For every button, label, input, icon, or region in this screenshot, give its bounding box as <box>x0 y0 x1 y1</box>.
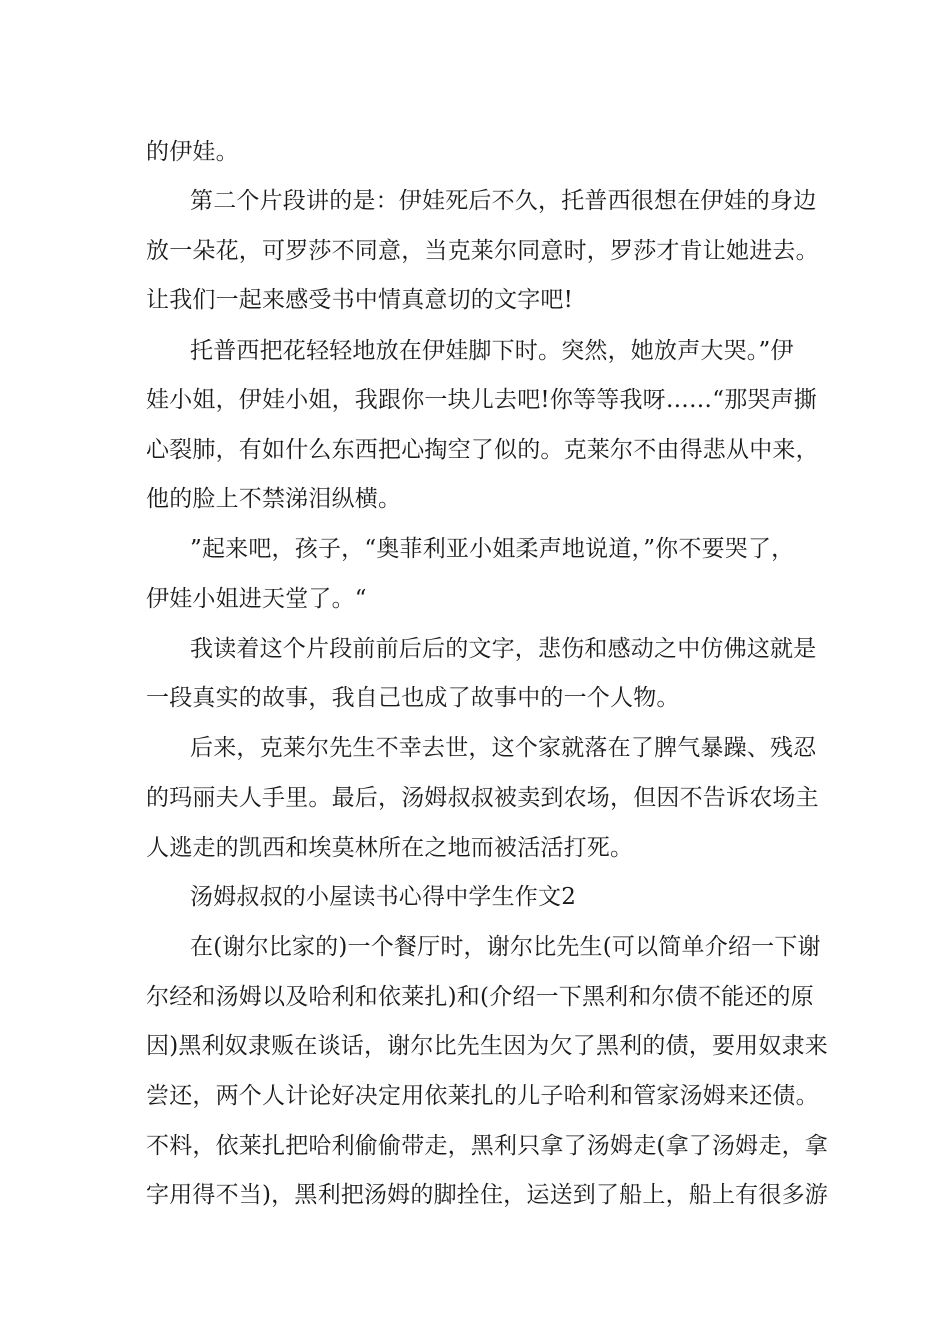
text-line: 字用得不当)，黑利把汤姆的脚拴住，运送到了船上，船上有很多游 <box>146 1182 828 1208</box>
text-line: 让我们一起来感受书中情真意切的文字吧! <box>146 287 574 313</box>
text-line: 尝还，两个人计论好决定用依莱扎的儿子哈利和管家汤姆来还债。 <box>146 1083 819 1109</box>
text-line: 不料，依莱扎把哈利偷偷带走，黑利只拿了汤姆走(拿了汤姆走，拿 <box>146 1133 828 1159</box>
text-line: 因)黑利奴隶贩在谈话，谢尔比先生因为欠了黑利的债，要用奴隶来 <box>146 1033 828 1059</box>
text-line: 心裂肺，有如什么东西把心掏空了似的。克莱尔不由得悲从中来， <box>146 437 819 463</box>
paragraph-first-line: 第二个片段讲的是：伊娃死后不久，托普西很想在伊娃的身边 <box>190 188 817 214</box>
text-line: 一段真实的故事，我自己也成了故事中的一个人物。 <box>146 685 680 711</box>
text-line: 娃小姐，伊娃小姐，我跟你一块儿去吧!你等等我呀……“那哭声撕 <box>146 387 818 413</box>
paragraph-first-line: 托普西把花轻轻地放在伊娃脚下时。突然，她放声大哭。”伊 <box>190 338 794 364</box>
text-line: 人逃走的凯西和埃莫林所在之地而被活活打死。 <box>146 835 634 861</box>
paragraph-first-line: ”起来吧，孩子，“奥菲利亚小姐柔声地说道，”你不要哭了， <box>190 536 795 562</box>
text-line: 他的脸上不禁涕泪纵横。 <box>146 486 402 512</box>
paragraph-first-line: 在(谢尔比家的)一个餐厅时，谢尔比先生(可以简单介绍一下谢 <box>190 934 821 960</box>
text-line: 的伊娃。 <box>146 139 239 165</box>
text-line: 放一朵花，可罗莎不同意，当克莱尔同意时，罗莎才肯让她进去。 <box>146 238 819 264</box>
text-line: 的玛丽夫人手里。最后，汤姆叔叔被卖到农场，但因不告诉农场主 <box>146 785 819 811</box>
section-heading: 汤姆叔叔的小屋读书心得中学生作文2 <box>190 884 577 910</box>
paragraph-first-line: 后来，克莱尔先生不幸去世，这个家就落在了脾气暴躁、残忍 <box>190 735 817 761</box>
text-line: 尔经和汤姆以及哈利和依莱扎)和(介绍一下黑利和尔债不能还的原 <box>146 984 814 1010</box>
paragraph-first-line: 我读着这个片段前前后后的文字，悲伤和感动之中仿佛这就是 <box>190 636 817 662</box>
text-line: 伊娃小姐进天堂了。“ <box>146 586 367 612</box>
